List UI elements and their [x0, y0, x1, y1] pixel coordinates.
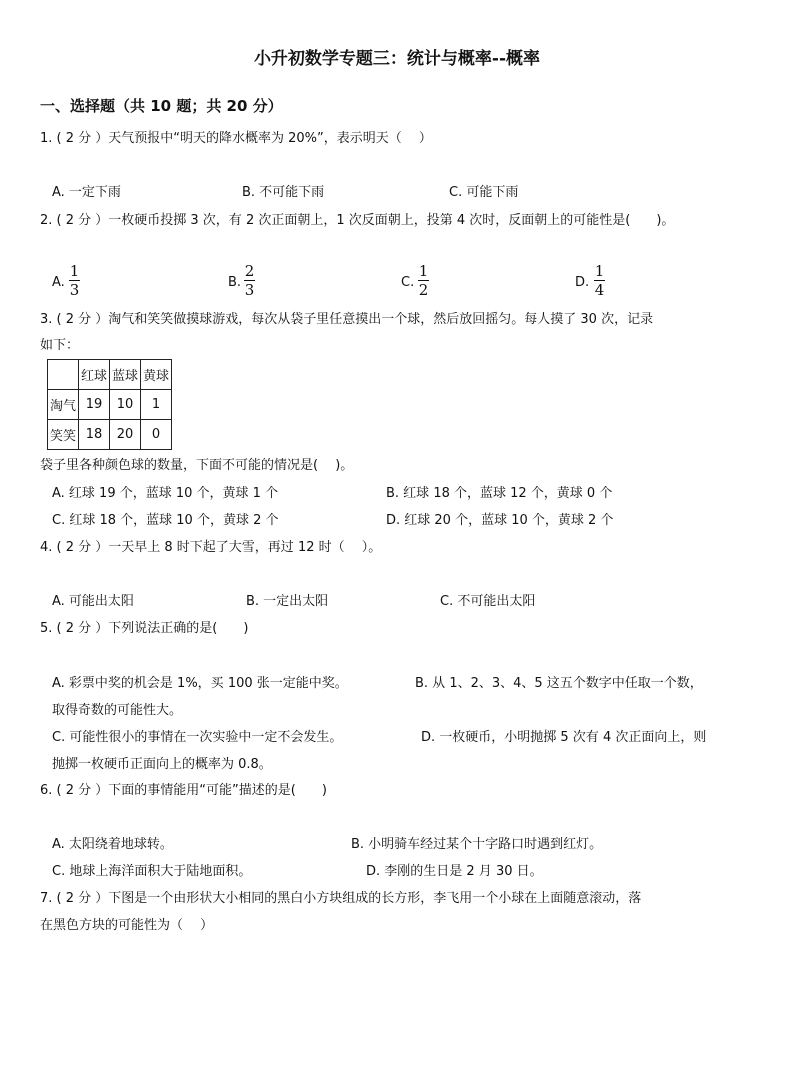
question-3-option-b: B. 红球 18 个，蓝球 12 个，黄球 0 个: [386, 486, 613, 501]
fraction-numerator: 1: [418, 262, 429, 280]
question-5-option-b-continued: 取得奇数的可能性大。: [52, 703, 183, 718]
question-1-option-a: A. 一定下雨: [52, 185, 121, 200]
table-row: [48, 390, 172, 420]
table-cell: 18: [79, 420, 110, 450]
table-row-label: 淘气: [48, 390, 79, 420]
question-1-option-b: B. 不可能下雨: [242, 185, 325, 200]
table-header-cell: 黄球: [141, 360, 172, 390]
question-5-option-d: D. 一枚硬币，小明抛掷 5 次有 4 次正面向上，则: [421, 730, 707, 745]
question-2-option-b-fraction: [244, 263, 255, 298]
question-3-option-c: C. 红球 18 个，蓝球 10 个，黄球 2 个: [52, 513, 279, 528]
question-4-option-c: C. 不可能出太阳: [440, 594, 536, 609]
fraction-denominator: 2: [418, 281, 429, 299]
table-corner-cell: [48, 360, 79, 390]
table-row: [48, 420, 172, 450]
question-6-option-a: A. 太阳绕着地球转。: [52, 837, 173, 852]
question-3-question: 袋子里各种颜色球的数量，下面不可能的情况是( )。: [40, 458, 354, 473]
question-2-option-c-fraction: [418, 263, 429, 298]
table-cell: 19: [79, 390, 110, 420]
question-5-option-c: C. 可能性很小的事情在一次实验中一定不会发生。: [52, 730, 343, 745]
question-2-option-a-label: A.: [52, 275, 65, 290]
table-header-cell: 红球: [79, 360, 110, 390]
question-2-option-b-label: B.: [228, 275, 242, 290]
fraction-denominator: 4: [594, 281, 605, 299]
table-cell: 1: [141, 390, 172, 420]
fraction-numerator: 1: [69, 262, 80, 280]
table-header-row: [48, 360, 172, 390]
question-6-stem: 6. ( 2 分 ）下面的事情能用“可能”描述的是( ): [40, 783, 327, 798]
question-6-option-d: D. 李刚的生日是 2 月 30 日。: [366, 864, 543, 879]
question-3-option-a: A. 红球 19 个，蓝球 10 个，黄球 1 个: [52, 486, 279, 501]
question-1-stem: 1. ( 2 分 ）天气预报中“明天的降水概率为 20%”，表示明天（ ）: [40, 131, 432, 146]
question-7-stem-line-2: 在黑色方块的可能性为（ ）: [40, 918, 214, 933]
fraction-numerator: 2: [244, 262, 255, 280]
table-cell: 20: [110, 420, 141, 450]
table-cell: 10: [110, 390, 141, 420]
question-6-option-c: C. 地球上海洋面积大于陆地面积。: [52, 864, 252, 879]
section-heading: 一、选择题（共 10 题；共 20 分）: [40, 97, 283, 115]
question-4-option-b: B. 一定出太阳: [246, 594, 329, 609]
record-table: [47, 359, 172, 450]
table-cell: 0: [141, 420, 172, 450]
question-2-option-d-label: D.: [575, 275, 590, 290]
question-3-stem-line-2: 如下：: [40, 338, 80, 353]
question-5-stem: 5. ( 2 分 ）下列说法正确的是( ): [40, 621, 249, 636]
question-5-option-b: B. 从 1、2、3、4、5 这五个数字中任取一个数，: [415, 676, 703, 691]
question-4-stem: 4. ( 2 分 ）一天早上 8 时下起了大雪，再过 12 时（ ）。: [40, 540, 382, 555]
fraction-denominator: 3: [244, 281, 255, 299]
question-7-stem-line-1: 7. ( 2 分 ）下图是一个由形状大小相同的黑白小方块组成的长方形，李飞用一个小球在上面随意滚动，落: [40, 891, 642, 906]
question-5-option-a: A. 彩票中奖的机会是 1%，买 100 张一定能中奖。: [52, 676, 348, 691]
question-4-option-a: A. 可能出太阳: [52, 594, 134, 609]
question-2-option-c-label: C.: [401, 275, 415, 290]
fraction-numerator: 1: [594, 262, 605, 280]
question-1-option-c: C. 可能下雨: [449, 185, 519, 200]
question-5-option-d-continued: 抛掷一枚硬币正面向上的概率为 0.8。: [52, 757, 272, 772]
question-3-option-d: D. 红球 20 个，蓝球 10 个，黄球 2 个: [386, 513, 614, 528]
question-3-stem-line-1: 3. ( 2 分 ）淘气和笑笑做摸球游戏，每次从袋子里任意摸出一个球，然后放回摇匀。每人摸了 30 次，记录: [40, 312, 654, 327]
question-2-option-d-fraction: [594, 263, 605, 298]
table-header-cell: 蓝球: [110, 360, 141, 390]
question-2-option-a-fraction: [69, 263, 80, 298]
page-title: 小升初数学专题三：统计与概率--概率: [253, 49, 541, 69]
table-row-label: 笑笑: [48, 420, 79, 450]
question-2-stem: 2. ( 2 分 ）一枚硬币投掷 3 次，有 2 次正面朝上，1 次反面朝上，投第 4 次时，反面朝上的可能性是( )。: [40, 213, 675, 228]
question-6-option-b: B. 小明骑车经过某个十字路口时遇到红灯。: [351, 837, 603, 852]
fraction-denominator: 3: [69, 281, 80, 299]
